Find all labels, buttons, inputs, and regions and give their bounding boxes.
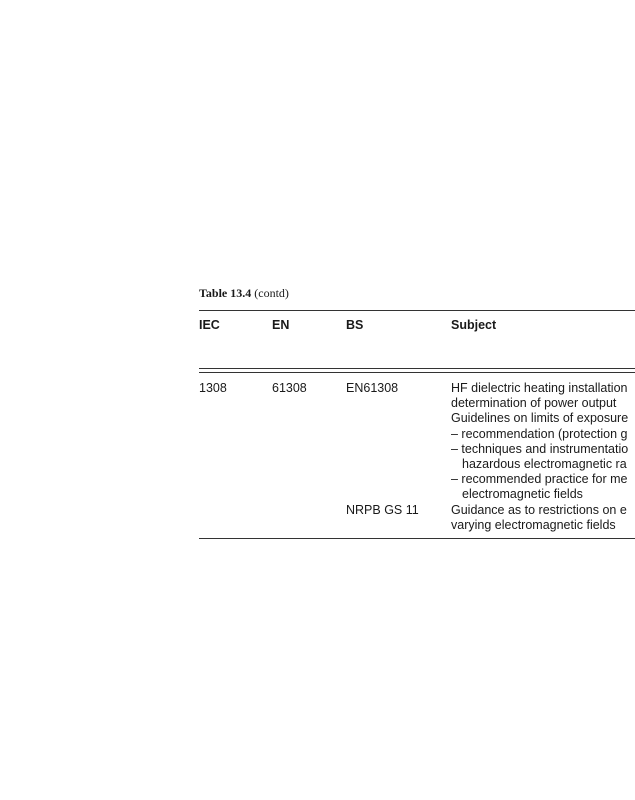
- row1-en: 61308: [272, 381, 307, 395]
- row1-iec: 1308: [199, 381, 227, 395]
- subject-line: HF dielectric heating installation: [451, 381, 628, 395]
- header-rule-lower: [199, 372, 635, 373]
- table-top-rule: [199, 310, 635, 311]
- header-bs: BS: [346, 318, 364, 332]
- subject-line: Guidance as to restrictions on e: [451, 503, 627, 517]
- header-subject: Subject: [451, 318, 497, 332]
- row1-bs: EN61308: [346, 381, 399, 395]
- subject-line: hazardous electromagnetic ra: [462, 456, 627, 471]
- table-bottom-rule: [199, 538, 635, 539]
- subject-line: – recommended practice for me: [451, 472, 628, 487]
- header-iec: IEC: [199, 318, 220, 332]
- subject-line: – techniques and instrumentatio: [451, 441, 629, 456]
- subject-line: Guidelines on limits of exposure: [451, 411, 629, 426]
- row2-bs: NRPB GS 11: [346, 503, 419, 517]
- subject-line: determination of power output: [451, 396, 617, 411]
- table-caption: [199, 286, 289, 301]
- row2-subject: [451, 503, 635, 533]
- subject-line: – recommendation (protection g: [451, 426, 628, 441]
- header-rule-upper: [199, 368, 635, 369]
- subject-line: varying electromagnetic fields: [451, 518, 616, 533]
- row1-subject: [451, 381, 635, 503]
- table-caption-suffix: (contd): [254, 286, 289, 300]
- header-en: EN: [272, 318, 290, 332]
- subject-line: electromagnetic fields: [462, 487, 583, 502]
- table-caption-label: Table 13.4: [199, 286, 252, 300]
